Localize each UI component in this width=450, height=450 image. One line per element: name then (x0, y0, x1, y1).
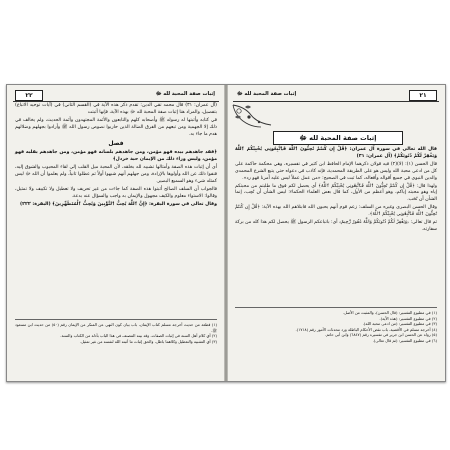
chapter-title: إثبات صفة المحبة لله ﷻ (273, 131, 403, 145)
footnote-separator (15, 319, 217, 320)
left-page-number: ٢٢ (15, 90, 43, 101)
left-footnotes (15, 322, 217, 344)
footnote: (٢) أي كلام أهل السنة في إثبات الصفات، وقد بينه المصنف في هذا الباب بأدلة من الكتاب والسنة. (60, 333, 217, 339)
paragraph: (آل عمران: ٣١) قال محمد تقي الدين: تقدم ذكر هذه الآية في (القسم الثاني) في (آيات توحيد الاتباع) بتفصيل، والمراد هنا إثبات صفة المحبة لله ﷻ بهذه الآية، فإنها أثبتت (15, 103, 218, 115)
right-page (229, 85, 443, 381)
paragraph: فالجواب أن السلف الصالح أثبتوا هذه الصفة كما جاءت من غير تحريف ولا تعطيل ولا تكييف ولا تمثيل، وقالوا: الاستواء معلوم والكيف مجهول والإيمان به واجب والسؤال عنه بدعة. (15, 186, 217, 199)
right-page-header (233, 88, 439, 102)
closing-verse: وقال تعالى في سورة البقرة: ﴿إِنَّ ٱللَّهَ يُحِبُّ ٱلتَّوَّٰبِينَ وَيُحِبُّ ٱلْمُتَطَهِّرِينَ﴾ (البقرة: ٢٢٢) (19, 201, 217, 207)
corner-ornament-icon (231, 103, 273, 129)
footnote: (٢) في مطبوع التفسير: (هذه الآية). (379, 315, 437, 321)
footnote: (٣) أي التشبيه والتعطيل وكلاهما باطل، والحق إثبات ما أثبته الله لنفسه من غير تمثيل. (79, 338, 217, 344)
book-gutter (224, 85, 228, 381)
right-footnotes (235, 310, 437, 344)
right-page-body (235, 147, 437, 235)
paragraph: قال الحسن (١): (لا)(٢) فيه قولان ذكرهما الإمام الحافظ ابن كثير في تفسيره، وهي محكمة حاكمة على كل من ادعى محبة الله وليس هو على الطريقة المحمدية، فإنه كاذب في دعواه حتى يتبع الشرع المحمدي والدين النبوي في جميع أقواله وأفعاله، كما ثبت في الصحيح: «من عمل عملاً ليس عليه أمرنا فهو رد». (235, 161, 437, 181)
paragraph: وقال الحسن البصري وغيره من السلف: زعم قوم أنهم يحبون الله فابتلاهم الله بهذه الآية: ﴿قُلْ إِن كُنتُمْ تُحِبُّونَ ٱللَّهَ فَٱتَّبِعُونِى يُحْبِبْكُمُ ٱللَّهُ﴾. (235, 205, 437, 218)
left-page-header (13, 88, 219, 102)
paragraph: قال الله تعالى في سورة آل عمران: ﴿قُلْ إِن كُنتُمْ تُحِبُّونَ ٱللَّهَ فَٱتَّبِعُونِى يُحْبِبْكُمُ ٱللَّهُ وَيَغْفِرْ لَكُمْ ذُنُوبَكُمْ﴾ (آل عمران: ٣١) (235, 147, 437, 159)
footnote: (٤) أخرجه مسلم في الأقضية، باب نقض الأحكام الباطلة ورد محدثات الأمور رقم (١٧١٨). (295, 326, 437, 332)
paragraph: في كتابه وأثبتها له رسوله ﷺ وأصحابه كلهم والتابعون والأئمة المجتهدون وأئمة الحديث، ولم يخالف في ذلك إلا الجهمية ومن تبعهم من الفرق الضالة الذين حاربوا نصوص رسول الله ﷺ وأرادوا بجهلهم وضلالهم هدم ما جاء به. (15, 117, 217, 137)
footnote: (٣) في مطبوع التفسير: (من ادعى محبة الله). (362, 321, 437, 327)
footnote-separator (235, 307, 437, 308)
right-page-number: ٢١ (409, 90, 437, 101)
paragraph: ولهذا قال: ﴿قُلْ إِن كُنتُمْ تُحِبُّونَ ٱللَّهَ فَٱتَّبِعُونِى يُحْبِبْكُمُ ٱللَّهُ﴾ أي يحصل لكم فوق ما طلبتم من محبتكم إياه وهو محبته إياكم، وهو أعظم من الأول، كما قال بعض العلماء الحكماء: ليس الشأن أن تُحِب، إنما الشأن أن تُحَب. (235, 183, 437, 203)
left-running-head: إثبات صفة المحبة لله ﷻ (155, 91, 215, 97)
right-running-head: إثبات صفة المحبة لله ﷻ (237, 91, 297, 97)
footnote: (١) في مطبوع التفسير: (قال الحسن)، والمثبت من الأصل. (342, 310, 437, 315)
footnote: (١) قطعة من حديث أخرجه مسلم كتاب الإيمان، باب بيان كون النهي عن المنكر من الإيمان رقم (٥٠) من حديث ابن مسعود ﷺ. (15, 322, 217, 333)
left-page (9, 85, 223, 381)
section-title: فصل (108, 139, 124, 147)
paragraph: ثم قال تعالى: ﴿وَيَغْفِرْ لَكُمْ ذُنُوبَكُمْ وَٱللَّهُ غَفُورٌ رَّحِيمٌ﴾ أي: باتباعكم الرسول ﷺ يحصل لكم هذا كله من بركة سفارته. (235, 220, 437, 232)
footnote: (٦) في مطبوع التفسير: (ثم قال تعالى). (372, 337, 437, 343)
open-book (6, 84, 446, 382)
footnote: (٥) رواه عن الحسن ابن جرير في تفسيره رقم (٦٨٤٧) وابن أبي حاتم. (325, 332, 437, 338)
left-page-body (15, 103, 217, 210)
paragraph: ﴿فقد جاهدهم بيده فهو مؤمن، ومن جاهدهم بلسانه فهو مؤمن، ومن جاهدهم بقلبه فهو مؤمن، وليس وراء ذلك من الإيمان حبة خردل﴾ (15, 150, 217, 163)
paragraph: أي أن إثبات هذه الصفة وأمثالها تشبيه لله بخلقه، لأن المحبة ميل القلب إلى لقاء المحبوب والشوق إليه، فنفوا ذلك عن الله وأولوها بالإرادة، ومن جهلهم أنهم شبهوا أولاً ثم عطلوا ثانياً، ولم يعلموا أن الله ﷻ ليس كمثله شيء وهو السميع البصير. (15, 165, 217, 185)
